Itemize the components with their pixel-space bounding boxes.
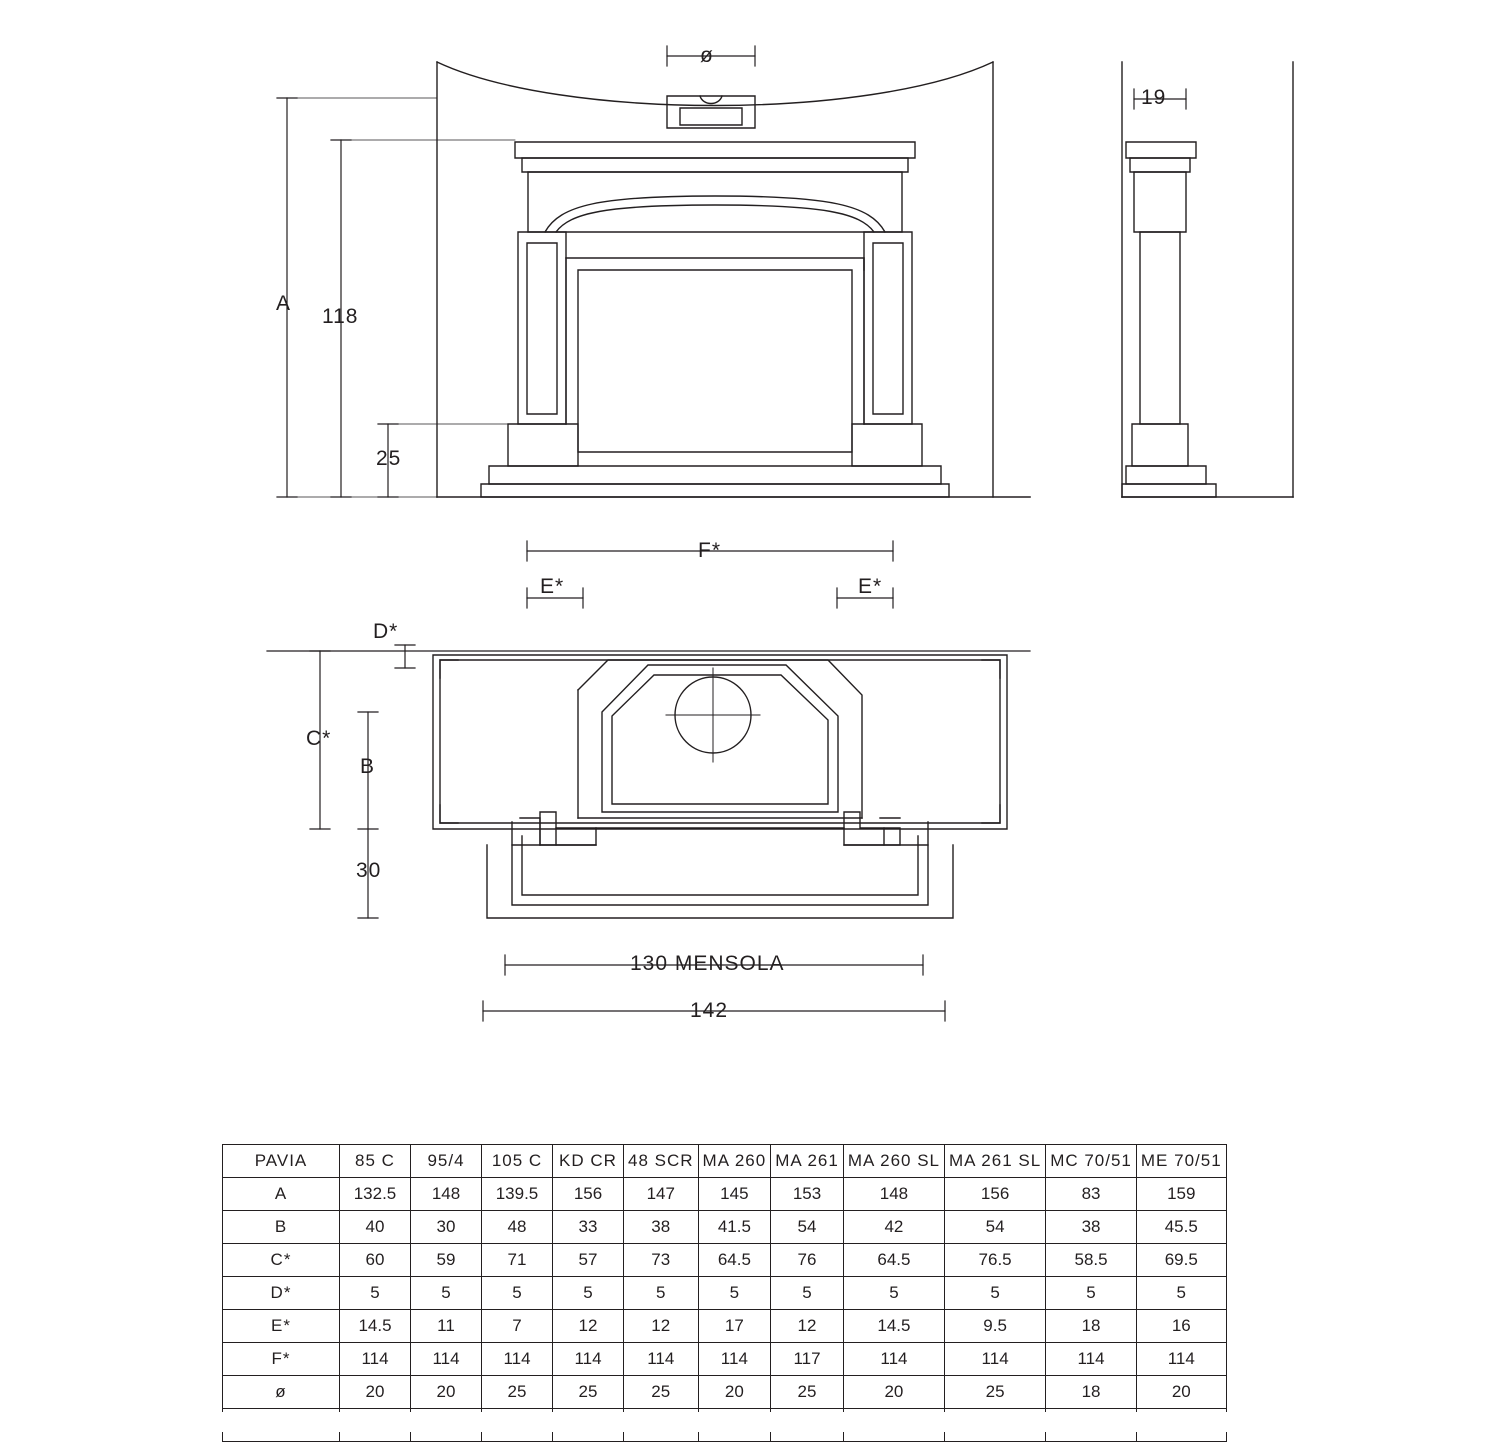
table-cell: 145 (698, 1178, 771, 1211)
table-cell: 114 (624, 1343, 699, 1376)
table-cell: 14.5 (340, 1310, 411, 1343)
table-cell: 25 (771, 1376, 844, 1409)
dim-label-F-star: F* (698, 539, 721, 562)
table-cell: 139.5 (482, 1178, 553, 1211)
row-label: E* (223, 1310, 340, 1343)
table-cell: 25 (624, 1376, 699, 1409)
row-label: D* (223, 1277, 340, 1310)
row-label: F* (223, 1343, 340, 1376)
dim-label-E-star-right: E* (858, 575, 883, 598)
row-label: C* (223, 1244, 340, 1277)
table-cell: 58.5 (1046, 1244, 1137, 1277)
table-cell: 5 (771, 1277, 844, 1310)
table-cell: 132.5 (340, 1178, 411, 1211)
table-cell: 76 (771, 1244, 844, 1277)
table-cell: 114 (1046, 1343, 1137, 1376)
dim-label-mensola: 130 MENSOLA (630, 952, 785, 975)
row-label: ø (223, 1376, 340, 1409)
dim-label-30: 30 (356, 859, 382, 882)
table-row (223, 1244, 1227, 1277)
table-cell: 148 (411, 1178, 482, 1211)
dim-label-19: 19 (1141, 86, 1167, 109)
table-header-cell: MA 261 SL (945, 1145, 1046, 1178)
table-cell: 20 (411, 1376, 482, 1409)
table-cell: 45.5 (1136, 1211, 1226, 1244)
table-cell: 20 (1136, 1376, 1226, 1409)
dim-label-D-star: D* (373, 620, 399, 643)
table-cell: 156 (945, 1178, 1046, 1211)
table-cell: 114 (482, 1343, 553, 1376)
dim-label-118: 118 (322, 305, 359, 328)
table-cell: 20 (340, 1376, 411, 1409)
table-header-cell: 48 SCR (624, 1145, 699, 1178)
table-cell: 114 (553, 1343, 624, 1376)
table-cell: 5 (624, 1277, 699, 1310)
table-row (223, 1277, 1227, 1310)
dim-label-25: 25 (376, 447, 402, 470)
table-cell: 73 (624, 1244, 699, 1277)
table-header-cell: MA 261 (771, 1145, 844, 1178)
table-cell: 57 (553, 1244, 624, 1277)
table-cell: 33 (553, 1211, 624, 1244)
dim-label-overall-width: 142 (690, 999, 729, 1022)
dim-label-E-star-left: E* (540, 575, 565, 598)
table-cell: 25 (482, 1376, 553, 1409)
table-cell: 114 (698, 1343, 771, 1376)
table-cell: 5 (1136, 1277, 1226, 1310)
dim-label-C-star: C* (306, 727, 332, 750)
table-row (223, 1178, 1227, 1211)
table-cell: 60 (340, 1244, 411, 1277)
table-cell: 54 (945, 1211, 1046, 1244)
table-cell: 25 (553, 1376, 624, 1409)
table-header-cell: 95/4 (411, 1145, 482, 1178)
table-cell: 41.5 (698, 1211, 771, 1244)
table-cell: 54 (771, 1211, 844, 1244)
table-cell: 114 (340, 1343, 411, 1376)
table-cell: 14.5 (843, 1310, 944, 1343)
table-cell: 18 (1046, 1310, 1137, 1343)
table-cell: 20 (698, 1376, 771, 1409)
table-cell: 20 (843, 1376, 944, 1409)
table-cell: 12 (624, 1310, 699, 1343)
table-cell: 147 (624, 1178, 699, 1211)
table-cell: 114 (1136, 1343, 1226, 1376)
table-header-cell: MA 260 (698, 1145, 771, 1178)
table-cell: 83 (1046, 1178, 1137, 1211)
table-cell: 148 (843, 1178, 944, 1211)
table-cell: 42 (843, 1211, 944, 1244)
table-cell: 25 (945, 1376, 1046, 1409)
table-cell: 7 (482, 1310, 553, 1343)
table-header-cell: KD CR (553, 1145, 624, 1178)
table-cell: 114 (945, 1343, 1046, 1376)
table-cell: 38 (1046, 1211, 1137, 1244)
dim-label-B: B (360, 755, 376, 778)
table-cell: 156 (553, 1178, 624, 1211)
table-cell: 9.5 (945, 1310, 1046, 1343)
table-cell: 59 (411, 1244, 482, 1277)
table-cell: 71 (482, 1244, 553, 1277)
table-cell: 12 (771, 1310, 844, 1343)
table-cell: 5 (411, 1277, 482, 1310)
table-header-cell: MC 70/51 (1046, 1145, 1137, 1178)
table-cell: 69.5 (1136, 1244, 1226, 1277)
table-cell: 40 (340, 1211, 411, 1244)
table-cell: 5 (482, 1277, 553, 1310)
table-header-row (223, 1145, 1227, 1178)
table-row (223, 1310, 1227, 1343)
table-header-cell: PAVIA (223, 1145, 340, 1178)
page-bottom-clip (0, 1412, 1500, 1432)
table-cell: 38 (624, 1211, 699, 1244)
table-row (223, 1343, 1227, 1376)
table-cell: 5 (1046, 1277, 1137, 1310)
table-cell: 18 (1046, 1376, 1137, 1409)
table-cell: 5 (945, 1277, 1046, 1310)
table-cell: 117 (771, 1343, 844, 1376)
table-cell: 76.5 (945, 1244, 1046, 1277)
table-cell: 159 (1136, 1178, 1226, 1211)
row-label: B (223, 1211, 340, 1244)
table-cell: 114 (843, 1343, 944, 1376)
table-cell: 30 (411, 1211, 482, 1244)
table-cell: 5 (553, 1277, 624, 1310)
table-cell: 5 (843, 1277, 944, 1310)
table-cell: 5 (698, 1277, 771, 1310)
row-label: A (223, 1178, 340, 1211)
table-cell: 64.5 (698, 1244, 771, 1277)
table-row (223, 1376, 1227, 1409)
table-cell: 153 (771, 1178, 844, 1211)
table-row (223, 1211, 1227, 1244)
table-cell: 12 (553, 1310, 624, 1343)
specification-table (222, 1144, 1227, 1442)
table-cell: 16 (1136, 1310, 1226, 1343)
table-header-cell: 85 C (340, 1145, 411, 1178)
table-cell: 5 (340, 1277, 411, 1310)
table-cell: 11 (411, 1310, 482, 1343)
table-header-cell: MA 260 SL (843, 1145, 944, 1178)
dim-label-A: A (276, 292, 292, 315)
table-cell: 17 (698, 1310, 771, 1343)
table-cell: 48 (482, 1211, 553, 1244)
table-header-cell: 105 C (482, 1145, 553, 1178)
table-cell: 64.5 (843, 1244, 944, 1277)
dim-label-diameter: ø (700, 44, 714, 67)
table-header-cell: ME 70/51 (1136, 1145, 1226, 1178)
table-cell: 114 (411, 1343, 482, 1376)
